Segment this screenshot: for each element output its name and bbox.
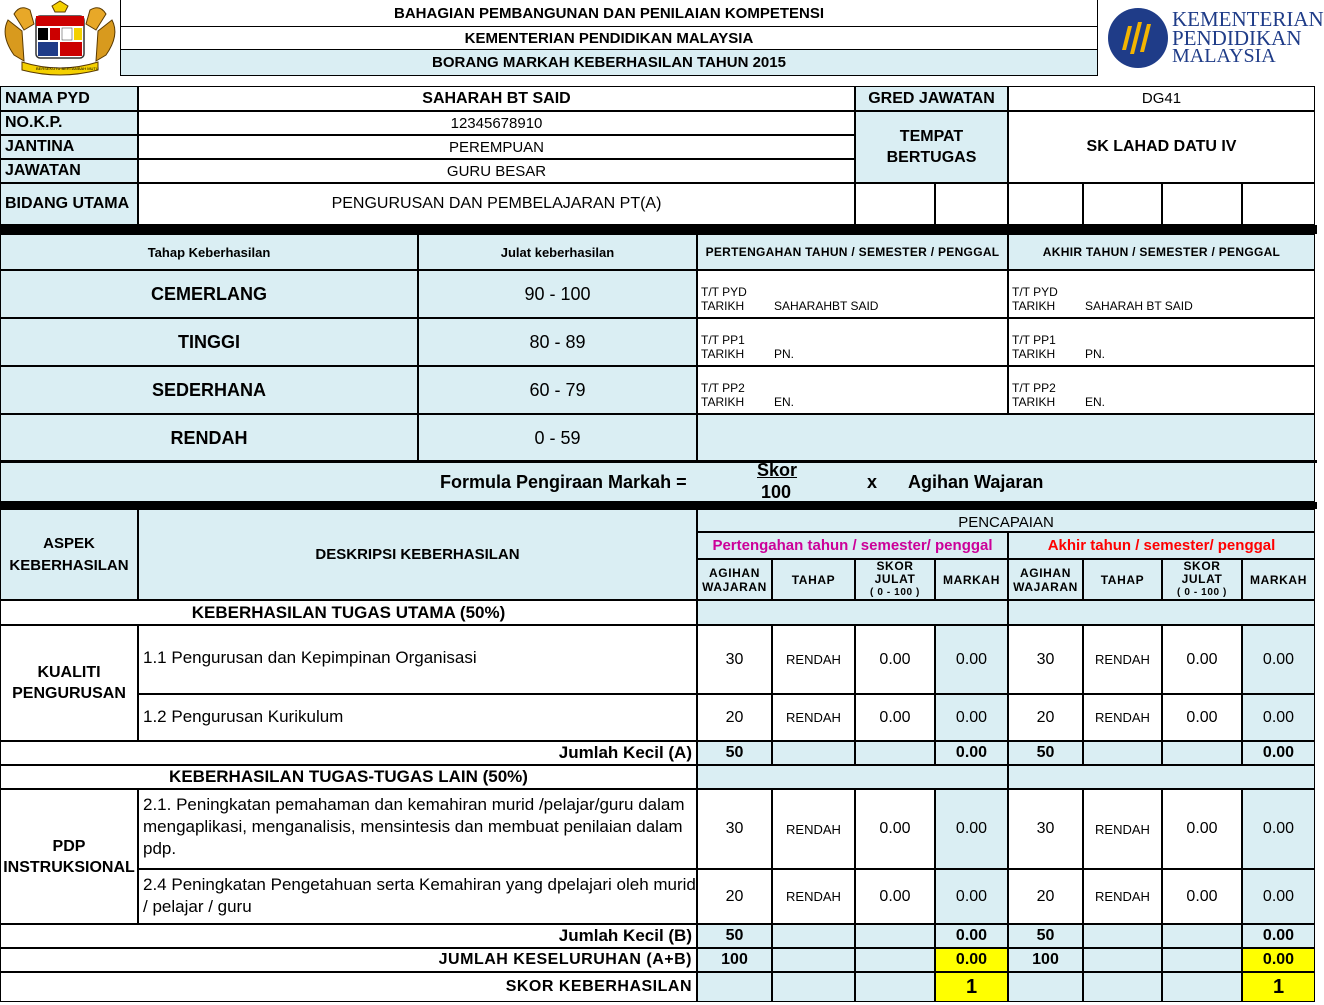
nokp-label: NO.K.P. — [0, 111, 138, 135]
empty-cell — [697, 600, 1008, 625]
jumlah-b-wajaran-end: 50 — [1008, 924, 1083, 948]
kpm-logo — [1100, 0, 1324, 78]
end-period-header: Akhir tahun / semester/ penggal — [1008, 532, 1315, 559]
row-a1-markah: 0.00 — [935, 625, 1008, 694]
agihan-line-2: WAJARAN — [702, 579, 767, 594]
divider — [0, 502, 1317, 509]
sig-name: PN. — [774, 347, 795, 361]
jantina-label: JANTINA — [0, 135, 138, 159]
level-sederhana: SEDERHANA — [0, 366, 418, 414]
row-a2-skor-end: 0.00 — [1162, 694, 1242, 741]
nama-label: NAMA PYD — [0, 86, 138, 111]
tempat-label-line-2: BERTUGAS — [886, 149, 977, 166]
gred-value: DG41 — [1008, 86, 1315, 111]
agihan-header — [697, 559, 772, 600]
agihan-line-1: AGIHAN — [1020, 565, 1071, 580]
markah-header: MARKAH — [935, 559, 1008, 600]
jumlah-b-wajaran: 50 — [697, 924, 772, 948]
julat-cemerlang: 90 - 100 — [418, 270, 697, 318]
empty-cell — [1083, 948, 1162, 972]
mid-period-header: Pertengahan tahun / semester/ penggal — [697, 532, 1008, 559]
malaysia-coat-of-arms-logo — [0, 0, 120, 78]
skor-keberhasilan-end: 1 — [1242, 972, 1315, 1002]
empty-cell — [855, 741, 935, 765]
sig-role: T/T PP2 — [701, 381, 745, 395]
skor-header — [855, 559, 935, 600]
gred-label: GRED JAWATAN — [855, 86, 1008, 111]
group-a-line-1: KUALITI — [37, 664, 101, 681]
header-line-1: BAHAGIAN PEMBANGUNAN DAN PENILAIAN KOMPETENSI — [120, 0, 1098, 26]
julat-tinggi: 80 - 89 — [418, 318, 697, 366]
row-b2-markah: 0.00 — [935, 869, 1008, 924]
sig-date-label: TARIKH — [701, 347, 745, 361]
group-b-label — [0, 789, 138, 924]
level-tinggi: TINGGI — [0, 318, 418, 366]
row-b2-tahap-end: RENDAH — [1083, 869, 1162, 924]
bidang-value: PENGURUSAN DAN PEMBELAJARAN PT(A) — [138, 183, 855, 225]
formula-label: Formula Pengiraan Markah = — [440, 472, 687, 492]
row-b2-wajaran: 20 — [697, 869, 772, 924]
markah-header: MARKAH — [1242, 559, 1315, 600]
signature-pp1-mid — [697, 318, 1008, 366]
empty-cell — [772, 741, 855, 765]
empty-cell — [772, 948, 855, 972]
signature-pyd-mid — [697, 270, 1008, 318]
row-a2-wajaran: 20 — [697, 694, 772, 741]
tempat-label — [855, 111, 1008, 183]
row-b2-markah-end: 0.00 — [1242, 869, 1315, 924]
jawatan-label: JAWATAN — [0, 159, 138, 183]
jumlah-all-label: JUMLAH KESELURUHAN (A+B) — [0, 948, 697, 972]
aspek-header — [0, 509, 138, 600]
empty-cell — [1008, 972, 1083, 1002]
jumlah-b-label: Jumlah Kecil (B) — [0, 924, 697, 948]
tahap-header: TAHAP — [772, 559, 855, 600]
agihan-line-2: WAJARAN — [1013, 579, 1078, 594]
empty-cell — [855, 183, 935, 225]
row-a1-wajaran: 30 — [697, 625, 772, 694]
row-b1-tahap: RENDAH — [772, 789, 855, 869]
empty-cell — [855, 924, 935, 948]
empty-cell — [1162, 948, 1242, 972]
empty-cell — [935, 183, 1008, 225]
col-tahap-header: Tahap Keberhasilan — [0, 234, 418, 270]
empty-cell — [1162, 183, 1242, 225]
row-b2-description: 2.4 Peningkatan Pengetahuan serta Kemahiran yang dpelajari oleh murid / pelajar / guru — [138, 869, 697, 924]
divider — [0, 225, 1317, 234]
sig-role: T/T PP2 — [1012, 381, 1056, 395]
row-a2-markah: 0.00 — [935, 694, 1008, 741]
group-b-line-2: INSTRUKSIONAL — [3, 858, 135, 876]
julat-sederhana: 60 - 79 — [418, 366, 697, 414]
row-b1-description: 2.1. Peningkatan pemahaman dan kemahiran murid /pelajar/guru dalam mengaplikasi, menganalisis, mensintesis dan membuat penilaian dalam pdp. — [138, 789, 697, 869]
sig-name: EN. — [1085, 395, 1106, 409]
row-b2-wajaran-end: 20 — [1008, 869, 1083, 924]
aspek-header-line-1: ASPEK — [43, 534, 95, 552]
signature-pp1-end — [1008, 318, 1315, 366]
empty-cell — [855, 948, 935, 972]
row-a1-description: 1.1 Pengurusan dan Kepimpinan Organisasi — [138, 625, 697, 694]
jumlah-all-wajaran: 100 — [697, 948, 772, 972]
skor-keberhasilan-mid: 1 — [935, 972, 1008, 1002]
aspek-header-line-2: KEBERHASILAN — [9, 556, 129, 574]
skor-line-1: SKOR — [1183, 559, 1221, 573]
nama-value: SAHARAH BT SAID — [138, 86, 855, 111]
row-a2-tahap: RENDAH — [772, 694, 855, 741]
skor-line-3: ( 0 - 100 ) — [870, 587, 920, 598]
section-b-title: KEBERHASILAN TUGAS-TUGAS LAIN (50%) — [0, 765, 697, 789]
signature-pp2-end — [1008, 366, 1315, 414]
agihan-line-1: AGIHAN — [709, 565, 760, 580]
empty-cell — [1162, 972, 1242, 1002]
sig-date-label: TARIKH — [701, 299, 745, 313]
empty-cell — [1083, 972, 1162, 1002]
skor-line-2: JULAT — [874, 572, 916, 586]
skor-keberhasilan-label: SKOR KEBERHASILAN — [0, 972, 697, 1002]
jumlah-all-markah: 0.00 — [935, 948, 1008, 972]
tahap-header: TAHAP — [1083, 559, 1162, 600]
sig-role: T/T PYD — [701, 285, 747, 299]
row-a1-tahap: RENDAH — [772, 625, 855, 694]
col-end-header: AKHIR TAHUN / SEMESTER / PENGGAL — [1008, 234, 1315, 270]
header-line-2: KEMENTERIAN PENDIDIKAN MALAYSIA — [120, 26, 1098, 49]
jumlah-b-markah: 0.00 — [935, 924, 1008, 948]
sig-name: EN. — [774, 395, 795, 409]
sig-date-label: TARIKH — [701, 395, 745, 409]
row-b1-markah: 0.00 — [935, 789, 1008, 869]
jumlah-all-markah-end: 0.00 — [1242, 948, 1315, 972]
row-a1-wajaran-end: 30 — [1008, 625, 1083, 694]
sig-role: T/T PP1 — [701, 333, 745, 347]
row-b1-wajaran: 30 — [697, 789, 772, 869]
form-title: BORANG MARKAH KEBERHASILAN TAHUN 2015 — [120, 49, 1098, 76]
kpm-logo-line-3: MALAYSIA — [1172, 45, 1276, 67]
sig-name: PN. — [1085, 347, 1106, 361]
jumlah-a-markah: 0.00 — [935, 741, 1008, 765]
group-b-line-1: PDP — [52, 837, 86, 855]
empty-cell — [697, 765, 1008, 789]
bidang-label: BIDANG UTAMA — [0, 183, 138, 225]
formula-times: x — [867, 472, 878, 492]
row-a1-skor-end: 0.00 — [1162, 625, 1242, 694]
kpm-logo-line-1: KEMENTERIAN — [1172, 7, 1324, 31]
sig-name: SAHARAH BT SAID — [1085, 299, 1193, 313]
skor-line-3: ( 0 - 100 ) — [1177, 587, 1227, 598]
formula-weight: Agihan Wajaran — [908, 472, 1044, 492]
empty-cell — [1083, 924, 1162, 948]
row-b1-skor: 0.00 — [855, 789, 935, 869]
sig-role: T/T PP1 — [1012, 333, 1056, 347]
skor-header — [1162, 559, 1242, 600]
empty-cell — [1083, 741, 1162, 765]
row-a1-skor: 0.00 — [855, 625, 935, 694]
jumlah-a-markah-end: 0.00 — [1242, 741, 1315, 765]
empty-cell — [1008, 183, 1083, 225]
crest-motto: BERSEKUTU BERTAMBAH MUTU — [36, 66, 99, 71]
col-julat-header: Julat keberhasilan — [418, 234, 697, 270]
empty-cell — [1162, 924, 1242, 948]
level-cemerlang: CEMERLANG — [0, 270, 418, 318]
skor-line-2: JULAT — [1181, 572, 1223, 586]
nokp-value: 12345678910 — [138, 111, 855, 135]
julat-rendah: 0 - 59 — [418, 414, 697, 462]
sig-name: SAHARAHBT SAID — [774, 299, 879, 313]
signature-pyd-end — [1008, 270, 1315, 318]
tempat-label-line-1: TEMPAT — [899, 128, 964, 145]
empty-cell — [697, 972, 772, 1002]
sig-date-label: TARIKH — [1012, 299, 1056, 313]
row-b1-markah-end: 0.00 — [1242, 789, 1315, 869]
jumlah-a-wajaran-end: 50 — [1008, 741, 1083, 765]
sig-date-label: TARIKH — [1012, 395, 1056, 409]
kpm-logo-line-2: PENDIDIKAN — [1172, 26, 1302, 50]
row-a1-tahap-end: RENDAH — [1083, 625, 1162, 694]
jumlah-a-label: Jumlah Kecil (A) — [0, 741, 697, 765]
tempat-value: SK LAHAD DATU IV — [1008, 111, 1315, 183]
row-b1-tahap-end: RENDAH — [1083, 789, 1162, 869]
section-a-title: KEBERHASILAN TUGAS UTAMA (50%) — [0, 600, 697, 625]
jawatan-value: GURU BESAR — [138, 159, 855, 183]
group-a-label — [0, 625, 138, 741]
deskripsi-header: DESKRIPSI KEBERHASILAN — [138, 509, 697, 600]
row-b1-wajaran-end: 30 — [1008, 789, 1083, 869]
row-a2-tahap-end: RENDAH — [1083, 694, 1162, 741]
empty-cell — [1242, 183, 1315, 225]
jantina-value: PEREMPUAN — [138, 135, 855, 159]
sig-date-label: TARIKH — [1012, 347, 1056, 361]
sig-role: T/T PYD — [1012, 285, 1058, 299]
empty-cell — [772, 972, 855, 1002]
empty-cell — [1083, 183, 1162, 225]
empty-cell — [772, 924, 855, 948]
jumlah-all-wajaran-end: 100 — [1008, 948, 1083, 972]
formula-numerator: Skor — [757, 460, 798, 480]
row-b2-tahap: RENDAH — [772, 869, 855, 924]
signature-pp2-mid — [697, 366, 1008, 414]
skor-line-1: SKOR — [876, 559, 914, 573]
row-a1-markah-end: 0.00 — [1242, 625, 1315, 694]
formula-denominator: 100 — [761, 482, 792, 502]
empty-cell — [855, 972, 935, 1002]
empty-cell — [1162, 741, 1242, 765]
pencapaian-header: PENCAPAIAN — [697, 509, 1315, 532]
row-a2-wajaran-end: 20 — [1008, 694, 1083, 741]
row-b1-skor-end: 0.00 — [1162, 789, 1242, 869]
empty-cell — [697, 414, 1315, 462]
col-mid-header: PERTENGAHAN TAHUN / SEMESTER / PENGGAL — [697, 234, 1008, 270]
jumlah-b-markah-end: 0.00 — [1242, 924, 1315, 948]
row-b2-skor: 0.00 — [855, 869, 935, 924]
jumlah-a-wajaran: 50 — [697, 741, 772, 765]
agihan-header — [1008, 559, 1083, 600]
row-b2-skor-end: 0.00 — [1162, 869, 1242, 924]
row-a2-markah-end: 0.00 — [1242, 694, 1315, 741]
empty-cell — [1008, 600, 1315, 625]
level-rendah: RENDAH — [0, 414, 418, 462]
row-a2-description: 1.2 Pengurusan Kurikulum — [138, 694, 697, 741]
group-a-line-2: PENGURUSAN — [12, 685, 126, 702]
empty-cell — [1008, 765, 1315, 789]
row-a2-skor: 0.00 — [855, 694, 935, 741]
